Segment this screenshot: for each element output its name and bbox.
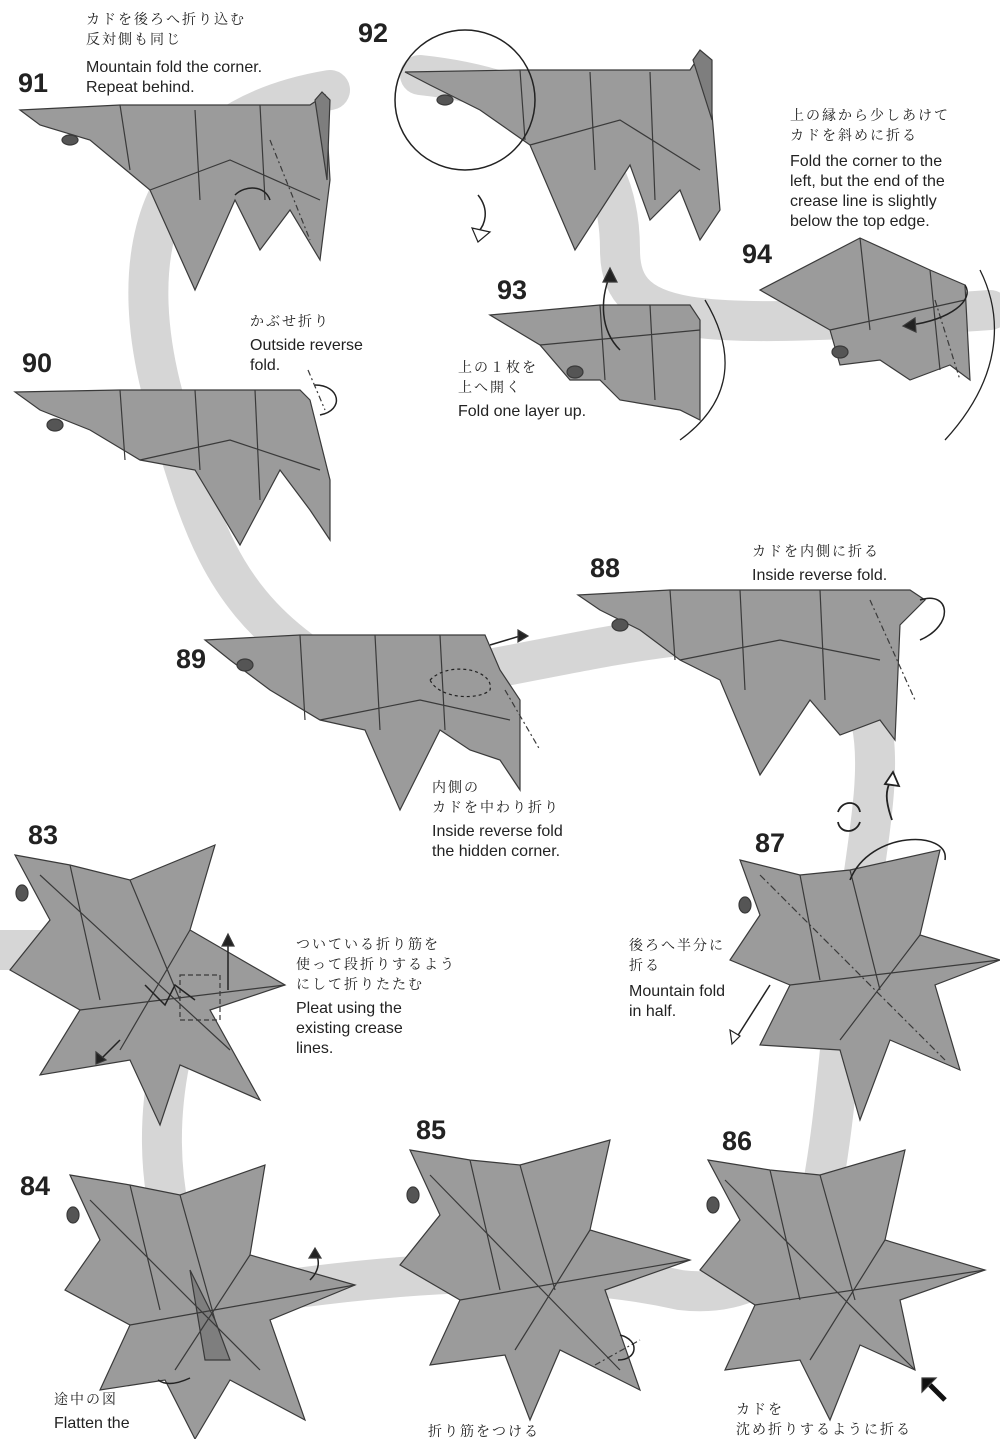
step-number-91: 91	[18, 68, 49, 98]
caption-89-en-2: the hidden corner.	[432, 843, 561, 860]
caption-83-en-1: Pleat using the	[296, 1000, 402, 1017]
caption-84-jp-1: 途中の図	[54, 1392, 118, 1408]
figure-step-86	[700, 1150, 985, 1420]
caption-step-91	[86, 10, 262, 98]
caption-94-en-4: below the top edge.	[790, 213, 930, 230]
caption-90-jp-1: かぶせ折り	[250, 314, 330, 330]
figure-step-91	[20, 92, 330, 290]
caption-93-jp-2: 上へ開く	[458, 380, 522, 396]
caption-94-en-3: crease line is slightly	[790, 193, 937, 210]
step-number-84: 84	[20, 1171, 51, 1201]
caption-87-jp-2: 折る	[629, 958, 661, 974]
caption-step-86	[736, 1400, 912, 1440]
caption-83-jp-3: にして折りたたむ	[296, 977, 424, 993]
caption-88-en-1: Inside reverse fold.	[752, 567, 888, 584]
caption-94-jp-2: カドを斜めに折る	[790, 128, 918, 144]
caption-83-en-3: lines.	[296, 1040, 334, 1057]
caption-85-jp-1: 折り筋をつける	[428, 1424, 540, 1440]
step-number-92: 92	[358, 18, 389, 48]
caption-87-en-2: in half.	[629, 1003, 677, 1020]
caption-90-en-1: Outside reverse	[250, 337, 363, 354]
caption-93-en-1: Fold one layer up.	[458, 403, 587, 420]
step-number-93: 93	[497, 275, 528, 305]
step-number-87: 87	[755, 828, 786, 858]
step-number-86: 86	[722, 1126, 753, 1156]
caption-90-en-2: fold.	[250, 357, 281, 374]
caption-94-en-2: left, but the end of the	[790, 173, 945, 190]
step-number-88: 88	[590, 553, 621, 583]
caption-91-en-2: Repeat behind.	[86, 79, 195, 96]
caption-83-jp-1: ついている折り筋を	[296, 937, 440, 953]
step-number-89: 89	[176, 644, 207, 674]
caption-89-en-1: Inside reverse fold	[432, 823, 563, 840]
caption-step-90	[250, 312, 363, 376]
caption-step-94	[790, 106, 950, 232]
caption-87-en-1: Mountain fold	[629, 983, 726, 1000]
caption-step-85	[428, 1422, 540, 1442]
step-number-90: 90	[22, 348, 53, 378]
caption-step-93	[458, 358, 586, 422]
caption-84-en-1: Flatten the	[54, 1415, 130, 1432]
caption-83-jp-2: 使って段折りするよう	[296, 957, 456, 973]
step-number-85: 85	[416, 1115, 447, 1145]
caption-88-jp-1: カドを内側に折る	[752, 544, 880, 560]
figure-step-90	[15, 370, 336, 545]
caption-89-jp-2: カドを中わり折り	[432, 800, 560, 816]
caption-91-jp-1: カドを後ろへ折り込む	[86, 12, 246, 28]
caption-86-jp-2: 沈め折りするように折る	[736, 1422, 912, 1438]
caption-94-jp-1: 上の縁から少しあけて	[790, 108, 950, 124]
caption-step-83	[296, 935, 456, 1059]
caption-step-84	[54, 1390, 130, 1434]
caption-83-en-2: existing crease	[296, 1020, 403, 1037]
caption-93-jp-1: 上の１枚を	[458, 360, 538, 376]
caption-91-jp-2: 反対側も同じ	[86, 32, 182, 48]
caption-step-88	[752, 542, 887, 586]
caption-89-jp-1: 内側の	[432, 780, 480, 796]
caption-86-jp-1: カドを	[736, 1402, 784, 1418]
figure-step-87	[730, 840, 1000, 1120]
step-number-83: 83	[28, 820, 59, 850]
caption-94-en-1: Fold the corner to the	[790, 153, 943, 170]
caption-87-jp-1: 後ろへ半分に	[629, 938, 725, 954]
figure-step-83	[10, 845, 285, 1125]
step-number-94: 94	[742, 239, 773, 269]
caption-91-en-1: Mountain fold the corner.	[86, 59, 263, 76]
caption-step-89	[432, 778, 563, 862]
caption-step-87	[629, 936, 725, 1022]
